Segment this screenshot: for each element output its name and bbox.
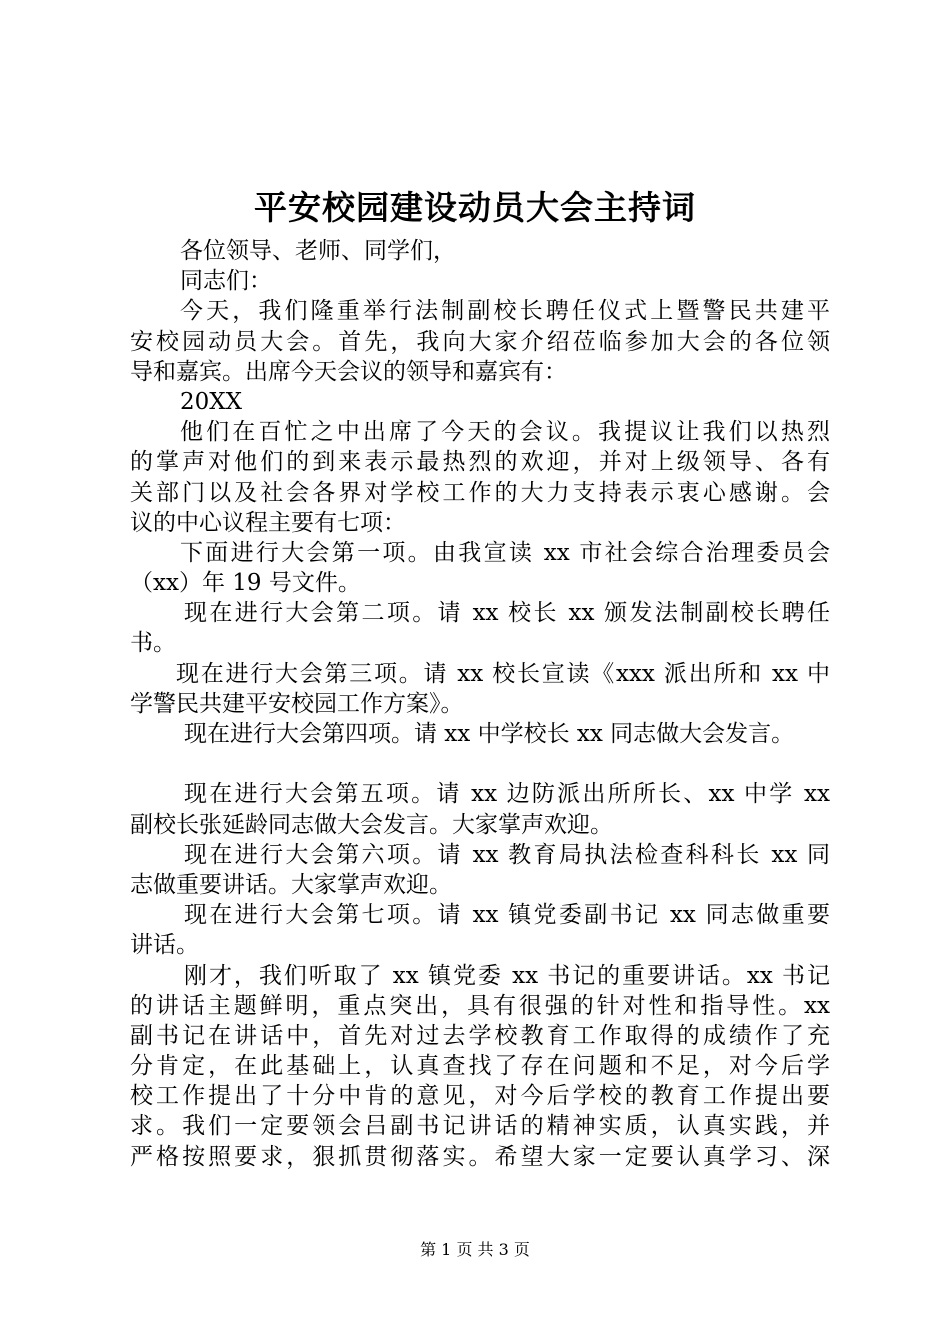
- paragraph-line: 导和嘉宾。出席今天会议的领导和嘉宾有：: [130, 358, 567, 385]
- paragraph-line: 议的中心议程主要有七项：: [130, 509, 406, 536]
- paragraph-line: 书。: [130, 630, 176, 657]
- paragraph-line: 讲话。: [130, 932, 199, 959]
- paragraph-line: 刚才，我们听取了 xx 镇党委 xx 书记的重要讲话。xx 书记: [184, 962, 830, 989]
- paragraph-line: 学警民共建平安校园工作方案》。: [130, 690, 464, 717]
- paragraph-line: 关部门以及社会各界对学校工作的大力支持表示衷心感谢。会: [130, 479, 830, 506]
- paragraph-line: 安校园动员大会。首先，我向大家介绍莅临参加大会的各位领: [130, 328, 830, 355]
- paragraph-line: 现在进行大会第三项。请 xx 校长宣读《xxx 派出所和 xx 中: [176, 660, 830, 687]
- paragraph-line: 副书记在讲话中，首先对过去学校教育工作取得的成绩作了充: [130, 1022, 830, 1049]
- paragraph-line: 的掌声对他们的到来表示最热烈的欢迎，并对上级领导、各有: [130, 449, 830, 476]
- paragraph-line: 的讲话主题鲜明，重点突出，具有很强的针对性和指导性。xx: [130, 992, 830, 1019]
- paragraph-line: 20XX: [180, 388, 243, 415]
- document-body: [130, 236, 830, 1172]
- paragraph-line: 现在进行大会第四项。请 xx 中学校长 xx 同志做大会发言。: [184, 721, 795, 747]
- paragraph-line: 志做重要讲话。大家掌声欢迎。: [130, 871, 452, 898]
- salutation-line: 各位领导、老师、同学们，: [180, 238, 456, 264]
- paragraph-line: 现在进行大会第五项。请 xx 边防派出所所长、xx 中学 xx: [184, 781, 830, 808]
- paragraph-line: 现在进行大会第七项。请 xx 镇党委副书记 xx 同志做重要: [184, 902, 830, 929]
- page-footer: 第 1 页 共 3 页: [420, 1240, 530, 1259]
- paragraph-line: 校工作提出了十分中肯的意见，对今后学校的教育工作提出要: [130, 1083, 830, 1110]
- salutation-line: 同志们：: [180, 268, 272, 295]
- paragraph-line: 他们在百忙之中出席了今天的会议。我提议让我们以热烈: [180, 419, 830, 446]
- paragraph-line: 现在进行大会第六项。请 xx 教育局执法检查科科长 xx 同: [184, 841, 830, 868]
- paragraph-line: 下面进行大会第一项。由我宣读 xx 市社会综合治理委员会: [180, 539, 830, 566]
- paragraph-line: 现在进行大会第二项。请 xx 校长 xx 颁发法制副校长聘任: [184, 600, 830, 627]
- paragraph-line: 今天，我们隆重举行法制副校长聘任仪式上暨警民共建平: [180, 298, 830, 325]
- paragraph-line: 求。我们一定要领会吕副书记讲话的精神实质，认真实践，并: [130, 1113, 830, 1140]
- paragraph-line: 严格按照要求，狠抓贯彻落实。希望大家一定要认真学习、深: [130, 1143, 830, 1170]
- paragraph-line: （xx）年 19 号文件。: [130, 570, 361, 597]
- paragraph-line: 分肯定，在此基础上，认真查找了存在问题和不足，对今后学: [130, 1053, 830, 1080]
- paragraph-line: 副校长张延龄同志做大会发言。大家掌声欢迎。: [130, 811, 613, 838]
- document-title: 平安校园建设动员大会主持词: [254, 188, 696, 227]
- blank-line: [130, 749, 830, 779]
